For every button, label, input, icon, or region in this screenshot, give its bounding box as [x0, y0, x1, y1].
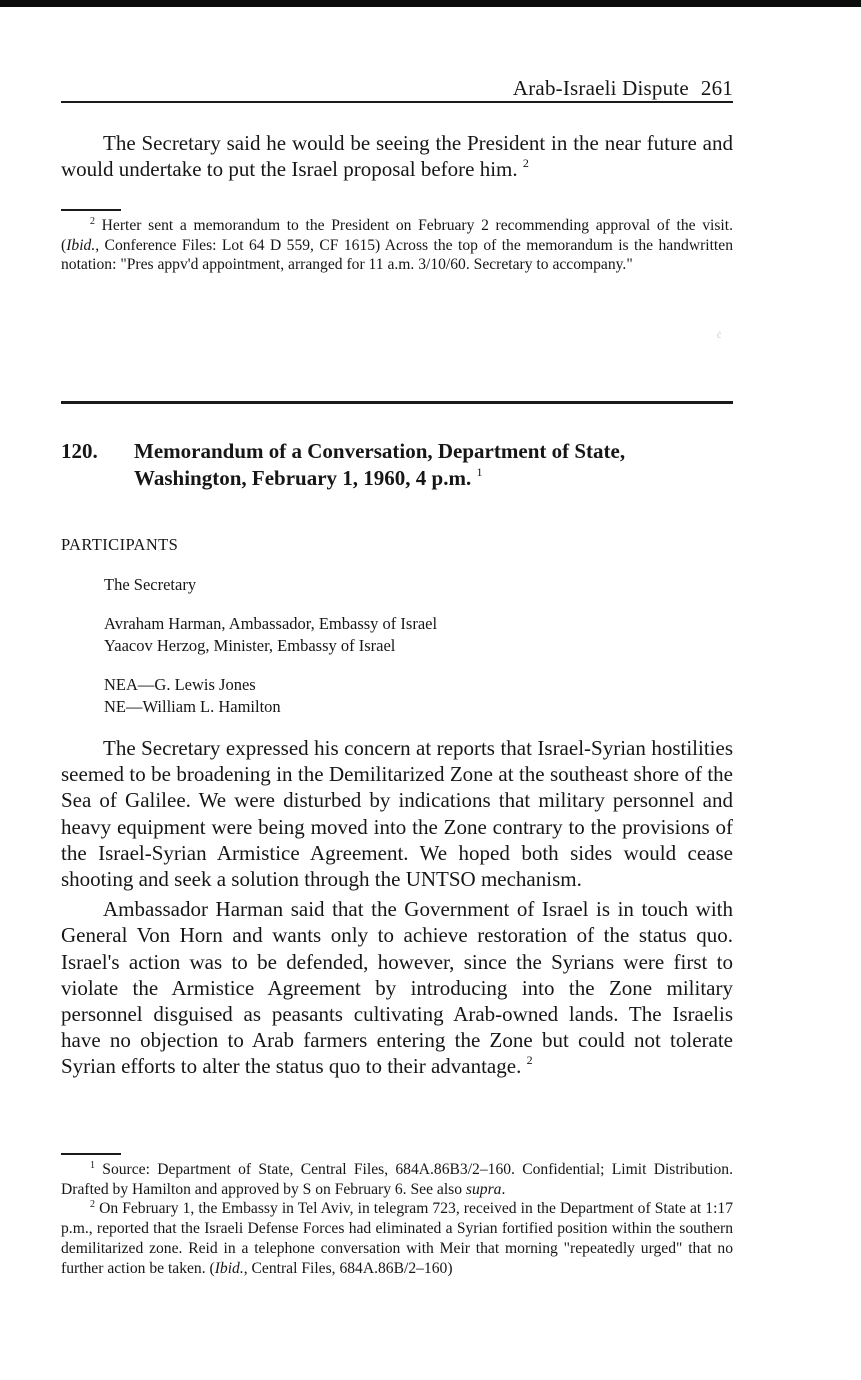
footnote-marker: 2 — [90, 1199, 95, 1211]
footnote-text-cont: , Conference Files: Lot 64 D 559, CF 1615) Across the top of the memorandum is the handwritten notation: "Pres appv'd appointment, arranged for 11 a.m. 3/10/60. Secretary to accompany." — [61, 236, 733, 274]
scan-mark: ć — [717, 330, 722, 341]
footnote-rule — [61, 209, 121, 211]
participant-group — [104, 613, 437, 657]
running-head — [61, 74, 733, 102]
document-heading — [61, 438, 733, 492]
section-rule — [61, 401, 733, 404]
document-title-line2 — [134, 465, 733, 492]
participant-group — [104, 574, 437, 596]
footnote-2 — [61, 1199, 733, 1278]
footnote-1-text: Source: Department of State, Central Files, 684A.86B3/2–160. Confidential; Limit Distribution. Drafted by Hamilton and approved by S on February 6. See also — [61, 1161, 733, 1198]
body-paragraph-2-text: Ambassador Harman said that the Government of Israel is in touch with General Von Horn and wants only to achieve restoration of the status quo. Israel's action was to be defended, however, since the Syrians were first to violate the Armistice Agreement by introducing into the Zone military personnel disguised as peasants cultivating Arab-owned lands. The Israelis have no objection to Arab farmers entering the Zone but could not tolerate Syrian efforts to alter the status quo to their advantage. — [61, 897, 733, 1079]
running-head-title: Arab-Israeli Dispute — [512, 76, 689, 100]
bottom-footnotes — [61, 1153, 733, 1278]
carryover-paragraph — [61, 130, 733, 182]
document-title-text: Washington, February 1, 1960, 4 p.m. — [134, 466, 472, 490]
footnote-1-end: . — [501, 1180, 506, 1198]
ibid-italic: Ibid. — [214, 1259, 244, 1277]
footnote-marker: 1 — [90, 1160, 95, 1171]
ibid-italic: Ibid. — [66, 236, 96, 254]
supra-italic: supra — [465, 1180, 502, 1198]
body-paragraph-1: The Secretary expressed his concern at reports that Israel-Syrian hostilities seemed to be broadening in the Demilitarized Zone at the southeast shore of the Sea of Galilee. We were disturbed by indications that military personnel and heavy equipment were being moved into the Zone contrary to the provisions of the Israel-Syrian Armistice Agreement. We hoped both sides would cease shooting and seek a solution through the UNTSO mechanism. — [61, 736, 733, 892]
body-block — [61, 735, 733, 1080]
footnote-marker: 2 — [90, 216, 95, 227]
document-title-line1: Memorandum of a Conversation, Department of State, — [134, 439, 626, 463]
footnote-2-end: , Central Files, 684A.86B/2–160) — [243, 1259, 453, 1277]
top-edge-bar — [0, 0, 861, 7]
footnote-ref: 2 — [522, 156, 529, 171]
carryover-block — [61, 130, 733, 182]
header-rule — [61, 101, 733, 103]
top-footnote — [61, 216, 733, 275]
carryover-text: The Secretary said he would be seeing the President in the near future and would undertake to put the Israel proposal before him. — [61, 131, 733, 182]
participant: Yaacov Herzog, Minister, Embassy of Israel — [104, 636, 396, 655]
participant: NE—William L. Hamilton — [104, 697, 281, 716]
footnote-rule — [61, 1153, 121, 1155]
page-number: 261 — [700, 76, 733, 100]
footnote-ref: 2 — [526, 1053, 533, 1068]
participant: Avraham Harman, Ambassador, Embassy of Israel — [104, 614, 438, 633]
footnote-2-text: On February 1, the Embassy in Tel Aviv, in telegram 723, received in the Department of State at 1:17 p.m., reported that the Israeli Defense Forces had eliminated a Syrian fortified position within the southern demilitarized zone. Reid in a telephone conversation with Meir that morning "repeatedly urged" that no further action be taken. ( — [61, 1200, 733, 1277]
top-footnote-block — [61, 209, 733, 275]
participant: The Secretary — [104, 575, 197, 594]
footnote-text: Herter sent a memorandum to the President on February 2 recommending approval of the visit. ( — [61, 217, 733, 254]
participants-list — [104, 574, 437, 735]
participant-group — [104, 674, 437, 718]
participant: NEA—G. Lewis Jones — [104, 675, 256, 694]
footnote-ref: 1 — [476, 465, 483, 479]
participants-label: PARTICIPANTS — [61, 535, 179, 554]
footnote-1 — [61, 1160, 733, 1199]
body-paragraph-2 — [61, 896, 733, 1079]
document-number: 120. — [61, 439, 98, 463]
